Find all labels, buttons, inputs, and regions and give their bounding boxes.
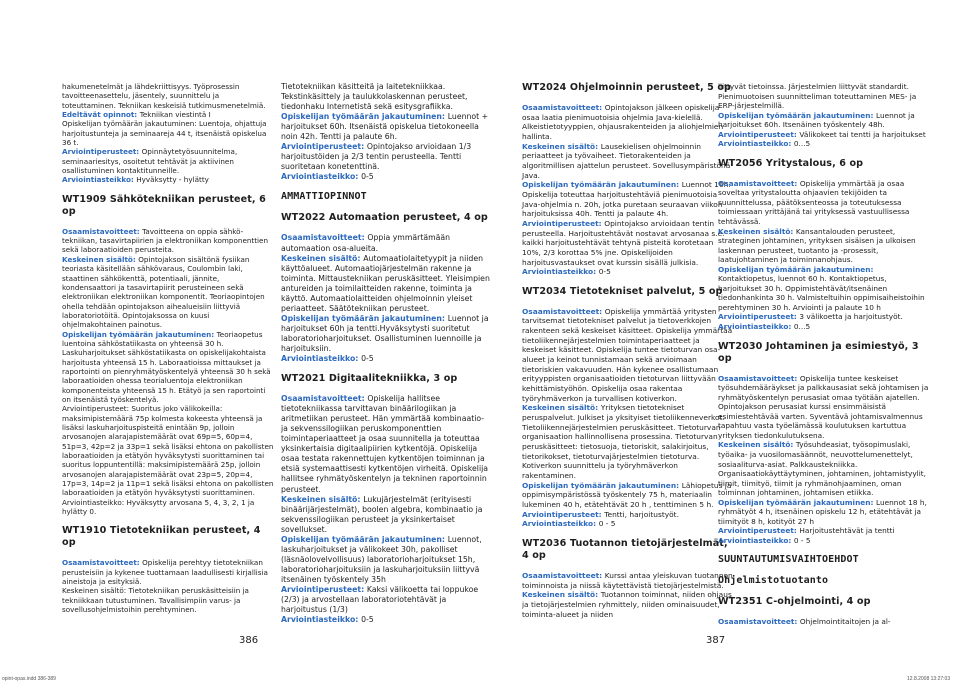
text-column-4	[718, 82, 930, 627]
field-label: Arviointiasteikko:	[62, 175, 137, 185]
field-label: Opiskelijan työmäärän jakautuminen:	[281, 112, 448, 122]
paragraph	[281, 585, 493, 615]
field-label: Osaamistavoitteet:	[718, 178, 800, 188]
field-label: Osaamistavoitteet:	[718, 373, 800, 383]
body-text: Luennot 16h. Opiskelija toteuttaa harjoitustehtäviä pienimuotoisia Java-ohjelmia n. 20h, jotka puretaan seuraavan viikon harjoituksissa 40h. Tentti ja palaute 4h.	[522, 180, 731, 219]
paragraph	[281, 233, 493, 253]
text-column-1	[62, 82, 274, 615]
spacer	[62, 185, 274, 194]
field-label: Arviointiperusteet:	[281, 584, 367, 594]
field-label: Arviointiperusteet:	[522, 218, 605, 228]
body-text: Luennot, laskuharjoitukset ja välikokeet 30h, pakolliset (läsnäolovelvollisuus) laboratorioharjoitukset 15h, laboratorioharjoituksiin ja laskuharjoituksiin liittyvä itsenäinen työskentely 35h	[281, 534, 482, 584]
body-text: Opiskelija hallitsee tietotekniikassa tarvittavan binäärilogiikan ja aritmetiikan perusteet. Hän ymmärtää kombinaatio- ja sekvenssilogiikan peruskomponenttien toimintaperiaatteet ja osaa suunnitella ja toteuttaa yksinkertaisia digitaalipiirien kytkentöjä. Opiskelija osaa testata rakennettujen kytkentöjen toiminnan ja etsiä systemaattisesti kytkentöjen virheitä. Opiskelija hallitsee ryhmätyöskentelyn ja tekninen raportoinnin perusteet.	[281, 394, 488, 494]
body-text: Välikokeet tai tentti ja harjoitukset	[799, 129, 926, 139]
body-text: Opiskelija tuntee keskeiset työsuhdemääräykset ja palkkausasiat sekä johtamisen ja ryhmätyöskentelyn perusasiat omaa työtään ajatellen. Opintojakson perusasiat kurssi ensimmäisistä esimiestehtävää varten. Syventävä johtamisvalmennus tapahtuu vasta työelämässä koulutuksen kartuttua yrityksen tiedonkulutuksena.	[718, 373, 929, 440]
spacer	[281, 385, 493, 394]
body-text: Lähiopetus ja oppimisympäristössä työskentely 75 h, materiaalin lukeminen 40 h, etätehtävät 20 h , tenttiminen 5 h.	[522, 480, 732, 509]
print-slug-file: opint-opas.indd 386-389	[2, 676, 56, 682]
field-label: Arviointiasteikko:	[718, 535, 794, 545]
paragraph	[62, 330, 274, 405]
body-text: Kansantalouden perusteet, strateginen johtaminen, yrityksen sisäisen ja ulkoisen laskennan perusteet, tuotanto ja -prosessit, laatujohtaminen ja toiminnanohjaus.	[718, 226, 916, 265]
paragraph	[62, 404, 274, 497]
body-text: Opintojakso arvioidaan 1/3 harjoitustöiden ja 2/3 tentin perusteella. Tentti suoritetaan konetenttinä.	[281, 142, 472, 172]
paragraph	[522, 103, 734, 142]
field-label: Osaamistavoitteet:	[522, 103, 605, 112]
field-label: Arviointiperusteet:	[522, 509, 605, 519]
field-label: Arviointiperusteet:	[718, 312, 800, 322]
spacer	[281, 364, 493, 373]
paragraph	[62, 147, 274, 175]
field-label: Keskeinen sisältö:	[522, 403, 601, 413]
body-text: Kontaktiopetus, luennot 60 h. Kontaktiopetus, harjoitukset 30 h. Oppimistehtävät/itsenäinen tiedonhankinta 30 h. Valmisteltuihin oppimisaiheistoihin perehtyminen 30 h. Arviointi ja palaute 10 h	[718, 274, 925, 312]
spacer	[718, 545, 930, 554]
paragraph	[281, 495, 493, 535]
body-text: Teoriaopetus luentoina sähköstatiikasta on yhteensä 30 h. Laskuharjoitukset sähköstatiikasta on opiskelijakohtaista harjoitusta yhteensä 15 h. Laboraatioissa mittaukset ja raportointi on pienryhmätyöskentelyä yhteensä 30 h sekä laboraatioiden ohessa teorialuentoja elektroniikan komponenteista yhteensä 15 h. Etätyö ja sen raportointi on itsenäistä työskentelyä.	[62, 329, 271, 404]
text-column-2	[281, 82, 493, 625]
paragraph	[62, 498, 274, 517]
body-text: Ohjelmointitaitojen ja al-	[799, 617, 891, 627]
field-label: Osaamistavoitteet:	[522, 570, 605, 580]
body-text: Opiskelija perehtyy tietotekniikan perusteisiin ja kykenee tuottamaan laadullisesti kirjallisia aineistoja ja esityksiä.	[62, 558, 268, 587]
paragraph	[281, 112, 493, 142]
field-label: Osaamistavoitteet:	[718, 617, 800, 627]
body-text: Tietotekniikan käsitteitä ja laitetekniikkaa. Tekstinkäsittely ja taulukkolaskennan perusteet, tiedonhaku Internetistä sekä esitysgrafiikka.	[281, 82, 468, 112]
body-text: Luennot 18 h, ryhmätyöt 4 h, itsenäinen opiskelu 12 h, etätehtävät ja tiimityöt 8 h, kotityöt 27 h	[718, 497, 927, 526]
paragraph	[281, 314, 493, 354]
field-label: Opiskelijan työmäärän jakautuminen:	[62, 329, 217, 339]
field-label: Arviointiasteikko:	[522, 267, 599, 277]
spacer	[718, 332, 930, 341]
spacer	[718, 365, 930, 374]
paragraph	[718, 179, 930, 227]
section-heading: WT2351 C-ohjelmointi, 4 op	[718, 596, 871, 608]
body-text: 0-5	[598, 267, 611, 277]
body-text: liittyvät tietoinssa. Järjestelmien liittyvät standardit. Pienimuotoisen suunnitteliman toteuttaminen MES- ja ERP-järjestelmillä.	[718, 82, 917, 111]
section-heading: SUUNTAUTUMISVAIHTOEHDOT	[718, 554, 859, 566]
field-label: Osaamistavoitteet:	[281, 233, 368, 243]
spacer	[281, 203, 493, 212]
body-text: Tentti, harjoitustyöt.	[604, 509, 679, 519]
section-heading: WT2034 Tietotekniset palvelut, 5 op	[522, 285, 723, 297]
spacer	[522, 94, 734, 103]
body-text: Opinnäytetyösuunnitelma, seminaariesitys, osoitetut tehtävät ja aktiivinen osallistuminen kontaktitunneille.	[62, 147, 238, 176]
field-label: Opiskelijan työmäärän jakautuminen:	[281, 313, 448, 323]
field-label: Arviointiasteikko:	[718, 322, 794, 332]
section-heading: WT2036 Tuotannon tietojärjestelmät, 4 op	[522, 537, 728, 561]
field-label: Keskeinen sisältö:	[522, 590, 601, 600]
body-text: Yrityksen tietotekniset peruspalvelut. Julkiset ja yksityiset tietoliikenneverkot. Tietoliikennejärjestelmien peruskäsitteet. Tietoturvan organisaation hallinnollisena prosessina. Tietoturvan peruskäsitteet: tietosuoja, tietoriskit, salakirjoitus, tietorikokset, tietoturvajärjestelmien tietoturva. Kotiverkon suunnittelu ja työryhmäverkon rakentaminen.	[522, 403, 725, 480]
paragraph	[718, 130, 930, 140]
field-label: Arviointiasteikko:	[281, 354, 362, 364]
paragraph	[281, 615, 493, 625]
spacer	[522, 277, 734, 286]
paragraph	[522, 267, 734, 277]
paragraph	[62, 119, 274, 147]
field-label: Keskeinen sisältö:	[281, 494, 364, 504]
paragraph	[281, 394, 493, 494]
field-label: Opiskelijan työmäärän jakautuminen:	[718, 497, 876, 507]
field-label: Opiskelijan työmäärän jakautuminen:	[522, 480, 682, 490]
text-column-3	[522, 82, 734, 619]
section-heading: Ohjelmistotuotanto	[718, 575, 829, 587]
paragraph	[281, 82, 493, 112]
section-heading: AMMATTIOPINNOT	[281, 191, 367, 203]
field-label: Opiskelijan työmäärän jakautuminen:	[718, 110, 876, 120]
section-heading: WT1910 Tietotekniikan perusteet, 4 op	[62, 525, 261, 549]
field-label: Arviointiperusteet:	[281, 142, 367, 152]
spacer	[522, 529, 734, 538]
paragraph	[718, 498, 930, 527]
body-text: Arviointiperusteet: Suoritus joko välikokeilla: maksimipistemäärä 75p kolmesta kokeesta yhteensä ja lisäksi laskuharjoituspisteitä enintään 9p, jolloin arvosanojen alarajapistemäärät ovat 69p=5, 60p=4, 51p=3, 42p=2 ja 33p=1 sekä lisäksi ehtona on pakollisten laboraatioiden ja etätyön hyväksytysti suorittaminen tai suoritus loppuntentillä: maksimipistemäärä 25p, jolloin arvosanojen alarajapistemäärät ovat 23p=5, 20p=4, 17p=3, 14p=2 ja 11p=1 sekä lisäksi ehtona on pakollisten laboraatioiden ja etätyön hyväksytysti suorittaminen.	[62, 404, 274, 498]
field-label: Arviointiasteikko:	[281, 615, 362, 625]
page-number-left: 386	[239, 635, 259, 646]
body-text: Luennot + harjoitukset 60h. Itsenäistä opiskelua tietokoneella noin 42h. Tentti ja palaute 6h.	[281, 112, 489, 142]
paragraph	[718, 312, 930, 322]
body-text: Oppia ymmärtämään automaation osa-alueita.	[281, 233, 451, 253]
section-heading: WT2030 Johtaminen ja esimiestyö, 3 op	[718, 340, 919, 364]
paragraph	[718, 536, 930, 546]
page-number-right: 387	[706, 635, 726, 646]
section-heading: WT1909 Sähkötekniikan perusteet, 6 op	[62, 193, 266, 217]
paragraph	[718, 617, 930, 627]
body-text: Opiskelija ymmärtää yritysten tarvitsemat tietotekniset palvelut ja tietoverkkojen rakenteen sekä keskeiset käsitteet. Opiskelija ymmärtää tietoliikennejärjestelmien toimintaperiaatteet ja keskeiset käsitteet. Opiskelija tuntee tietoturvan osa-alueet ja keinot tunnistamaan sekä arvioimaan tietoriskien vakavuuden. Hän kykenee osallistumaan erityyppisten organisaatioiden tietoturvan liittyvään kehittämistyöhön. Opiskelija osaa rakentaa työryhmäverkon ja turvallisen kotiverkon.	[522, 306, 733, 403]
body-text: 0 - 5	[793, 535, 811, 545]
paragraph	[718, 139, 930, 149]
body-text: Tekniikan viestintä I	[139, 110, 211, 120]
paragraph	[522, 180, 734, 219]
body-text: Luennot ja harjoitukset 60h. Itsenäinen työskentely 48h.	[718, 110, 915, 130]
paragraph	[62, 255, 274, 330]
paragraph	[62, 586, 274, 614]
body-text: Harjoitustehtävät ja tentti	[799, 526, 895, 536]
spacer	[62, 516, 274, 525]
body-text: Opintojakson jälkeen opiskelija osaa laatia pienimuotoisia ohjelmia Java-kielellä. Alkeistietotyyppien, ohjausrakenteiden ja aliohjelmien hallinta.	[522, 103, 724, 141]
body-text: Tavoitteena on oppia sähkötekniikan, tasavirtapiirien ja elektroniikan komponenttien sekä laboraatioiden perusteita.	[62, 226, 269, 255]
body-text: 0-5	[361, 354, 374, 364]
spacer	[718, 149, 930, 158]
spacer	[62, 218, 274, 227]
paragraph	[522, 403, 734, 480]
paragraph	[522, 142, 734, 181]
paragraph	[718, 111, 930, 130]
body-text: Automaatiolaitetyypit ja niiden käyttöalueet. Automaatiojärjestelmän rakenne ja toiminta. Mittaustekniikan peruskäsitteet. Yleisimpien antureiden ja toimilaitteiden rakenne, toiminta ja käyttö. Automaatiolaitteiden ohjelmoinnin yleiset periaatteet. Säätötekniikan perusteet.	[281, 253, 490, 313]
paragraph	[522, 219, 734, 267]
field-label: Keskeinen sisältö:	[522, 141, 601, 151]
paragraph	[62, 227, 274, 255]
paragraph	[62, 175, 274, 184]
paragraph	[522, 307, 734, 404]
field-label: Keskeinen sisältö:	[718, 440, 796, 450]
paragraph	[718, 227, 930, 265]
field-label: Opiskelijan työmäärän jakautuminen:	[522, 180, 682, 190]
body-text: 0...5	[793, 139, 811, 149]
body-text: Lukujärjestelmät (erityisesti binäärijärjestelmät), boolen algebra, kombinaatio ja sekvenssilogiikan perusteet ja yksinkertaiset sovellukset.	[281, 494, 483, 534]
paragraph	[62, 558, 274, 586]
paragraph	[281, 354, 493, 364]
body-text: Keskeinen sisältö: Tietotekniikan peruskäsitteisiin ja tekniikkaan tutustuminen. Tavallisimpiin varus- ja sovellusohjelmistoihin perehtyminen.	[62, 586, 249, 615]
paragraph	[522, 481, 734, 510]
paragraph	[522, 571, 734, 590]
spacer	[281, 182, 493, 191]
paragraph	[718, 82, 930, 111]
paragraph	[62, 110, 274, 119]
body-text: hakumenetelmät ja lähdekriittisyys. Työprosessin tavoitteenasettelu, jäsentely, suunnittelu ja toteuttaminen. Tekniikan keskeisiä tutkimusmenetelmiä.	[62, 82, 266, 110]
body-text: Opiskelija ymmärtää ja osaa soveltaa yritystaloutta ohjaavien tekijöiden ta suunnittelussa, päätöksenteossa ja toteutuksessa toimiessaan yrittäjänä tai yrityksessä vastuullisessa tehtävässä.	[718, 178, 910, 227]
field-label: Arviointiasteikko:	[281, 172, 362, 182]
paragraph	[281, 172, 493, 182]
paragraph	[281, 535, 493, 585]
paragraph	[281, 142, 493, 172]
body-text: Kurssi antaa yleiskuvan tuotannon toiminnoista ja niissä käytettävistä tietojärjestelmistä.	[522, 570, 733, 590]
print-slug-date: 12.8.2008 13:27:03	[907, 676, 951, 682]
paragraph	[718, 374, 930, 441]
field-label: Arviointiasteikko:	[522, 519, 599, 529]
field-label: Arviointiperusteet:	[718, 526, 800, 536]
body-text: Tuotannon toiminnat, niiden ohjaus ja tietojärjestelmien ryhmittely, niiden ominaisuudet, toiminta-alueet ja niiden	[522, 590, 732, 619]
section-heading: WT2022 Automaation perusteet, 4 op	[281, 212, 488, 224]
spacer	[718, 587, 930, 596]
spacer	[718, 170, 930, 179]
paragraph	[718, 265, 930, 313]
field-label: Arviointiperusteet:	[62, 147, 142, 157]
body-text: 0-5	[361, 615, 374, 625]
field-label: Opiskelijan työmäärän jakautuminen:	[281, 534, 448, 544]
body-text: 0...5	[793, 322, 811, 332]
field-label: Keskeinen sisältö:	[62, 254, 139, 264]
body-text: Opintojakson sisältönä fysiikan teoriasta käsitellään sähkövaraus, Coulombin laki, staattinen sähkökenttä, potentiaali, jännite, kondensaattori ja tasavirtapiirit perusteineen sekä elektroniikan elektroniikan komponentit. Teoriaopintojen ohella tehdään opintojakson aihealueisiin liittyviä laboratoriotöitä. Opintojaksossa on kuusi ohjelmakohtainen painotus.	[62, 254, 265, 330]
paragraph	[522, 510, 734, 520]
body-text: 0-5	[361, 172, 374, 182]
field-label: Keskeinen sisältö:	[281, 253, 364, 263]
body-text: Hyväksytty - hylätty	[136, 175, 209, 185]
body-text: Arviointiasteikko: Hyväksytty arvosana 5, 4, 3, 2, 1 ja hylätty 0.	[62, 497, 255, 517]
section-heading: WT2056 Yritystalous, 6 op	[718, 157, 864, 169]
field-label: Edeltävät opinnot:	[62, 110, 140, 120]
body-text: Kaksi välikoetta tai loppukoe (2/3) ja arvostellaan laboratoriotehtävät ja harjoitustus (1/3)	[281, 584, 479, 615]
spacer	[522, 298, 734, 307]
spacer	[281, 224, 493, 233]
body-text: 0 - 5	[598, 519, 616, 529]
body-text: 3 välikoetta ja harjoitustyöt.	[799, 312, 903, 322]
spacer	[522, 562, 734, 571]
field-label: Keskeinen sisältö:	[718, 226, 796, 236]
field-label: Arviointiasteikko:	[718, 139, 794, 149]
field-label: Osaamistavoitteet:	[522, 306, 605, 316]
field-label: Opiskelijan työmäärän jakautuminen:	[718, 264, 874, 274]
paragraph	[522, 519, 734, 529]
paragraph	[281, 254, 493, 314]
field-label: Osaamistavoitteet:	[62, 226, 143, 236]
paragraph	[718, 322, 930, 332]
section-heading: WT2024 Ohjelmoinnin perusteet, 5 op	[522, 82, 732, 93]
body-text: Työsuhdeasiat, työsopimuslaki, työaika- ja vuosilomasäännöt, neuvottelumenettelyt, sosiaaliturva-asiat. Palkkaustekniikka. Organisaatiokäyttäytyminen, johtaminen, johtamistyylit, tiimit, tiimityö, tiimit ja ryhmänohjaaminen, oman toiminnan johtaminen, johtamisen etiikka.	[718, 440, 926, 498]
paragraph	[522, 590, 734, 619]
field-label: Osaamistavoitteet:	[281, 394, 368, 404]
paragraph	[718, 526, 930, 536]
body-text: Opintojakso arvioidaan tentin perusteella. Harjoitustehtävät nostavat arvosanaa s.e. kaikki harjoitustehtävät tehtynä pisteitä korotetaan 10%, 2/3 korottaa 5% jne. Opiskelijoiden harjoitusvastaukset ovat kurssin sisällä julkisia.	[522, 218, 725, 267]
body-text: Luennot ja harjoitukset 60h ja tentti.Hyväksytysti suoritetut laboratorioharjoitukset. Osallistuminen luennoille ja harjoituksiin.	[281, 313, 489, 353]
field-label: Arviointiperusteet:	[718, 129, 800, 139]
spacer	[718, 608, 930, 617]
section-heading: WT2021 Digitaalitekniikka, 3 op	[281, 373, 458, 385]
paragraph	[718, 440, 930, 497]
body-text: Lausekielisen ohjelmoinnin periaatteet ja työvaiheet. Tietorakenteiden ja algoritmillisen ajattelun perusteet. Sovellusympäristönä Java.	[522, 141, 731, 180]
body-text: Opiskelijan työmäärän jakautuminen: Luentoja, ohjattuja harjoitustunteja ja seminaareja 44 t, itsenäistä opiskelua 36 t.	[62, 119, 267, 148]
field-label: Osaamistavoitteet:	[62, 558, 143, 568]
spacer	[62, 549, 274, 558]
paragraph	[62, 82, 274, 110]
